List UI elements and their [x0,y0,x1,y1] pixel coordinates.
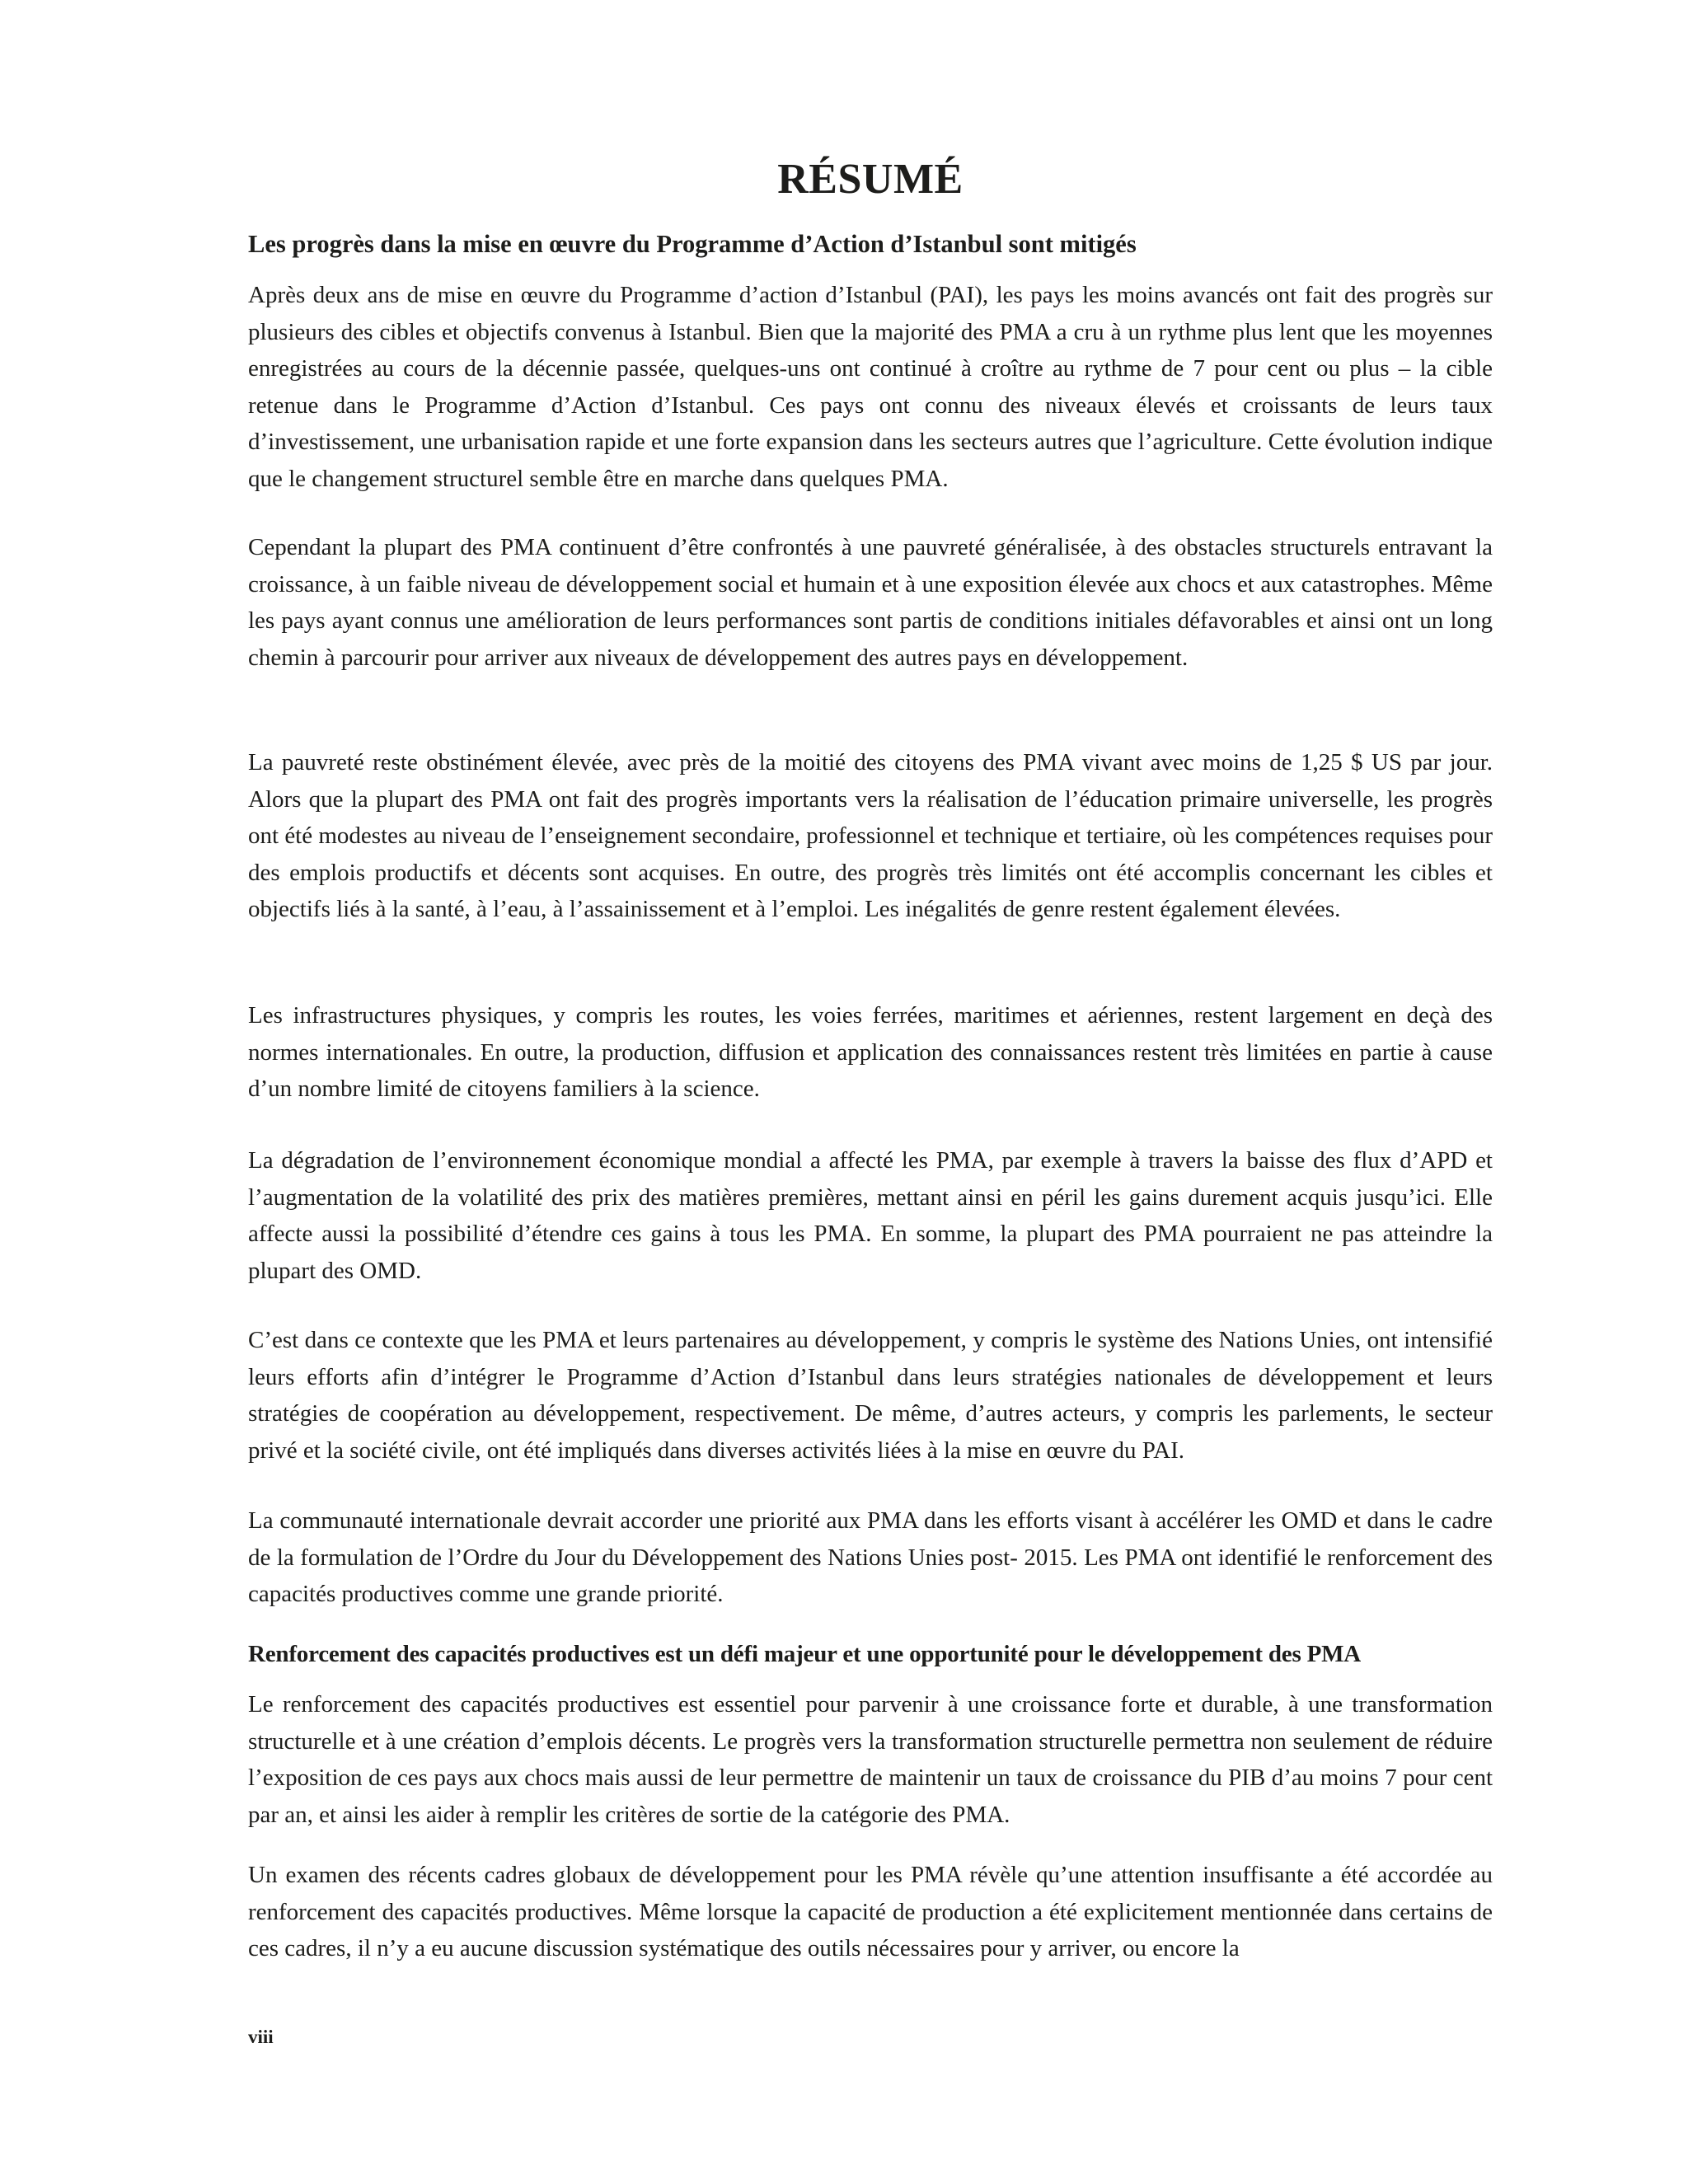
paragraph: Après deux ans de mise en œuvre du Programme d’action d’Istanbul (PAI), les pays les moins avancés ont fait des progrès sur plusieurs des cibles et objectifs convenus à Istanbul. Bien que la majorité des PMA a cru à un rythme plus lent que les moyennes enregistrées au cours de la décennie passée, quelques-uns ont continué à croître au rythme de 7 pour cent ou plus – la cible retenue dans le Programme d’Action d’Istanbul. Ces pays ont connu des niveaux élevés et croissants de leurs taux d’investissement, une urbanisation rapide et une forte expansion dans les secteurs autres que l’agriculture. Cette évolution indique que le changement structurel semble être en marche dans quelques PMA. [248,282,1493,492]
paragraph: C’est dans ce contexte que les PMA et leurs partenaires au développement, y compris le système des Nations Unies, ont intensifié leurs efforts afin d’intégrer le Programme d’Action d’Istanbul dans leurs stratégies nationales de développement et leurs stratégies de coopération au développement, respectivement. De même, d’autres acteurs, y compris les parlements, le secteur privé et la société civile, ont été impliqués dans diverses activités liées à la mise en œuvre du PAI. [248,1327,1493,1464]
paragraph: Le renforcement des capacités productives est essentiel pour parvenir à une croissance forte et durable, à une transformation structurelle et à une création d’emplois décents. Le progrès vers la transformation structurelle permettra non seulement de réduire l’exposition de ces pays aux chocs mais aussi de leur permettre de maintenir un taux de croissance du PIB d’au moins 7 pour cent par an, et ainsi les aider à remplir les critères de sortie de la catégorie des PMA. [248,1691,1493,1828]
document-page [248,0,1493,2184]
paragraph: La communauté internationale devrait accorder une priorité aux PMA dans les efforts visant à accélérer les OMD et dans le cadre de la formulation de l’Ordre du Jour du Développement des Nations Unies post- 2015. Les PMA ont identifié le renforcement des capacités productives comme une grande priorité. [248,1507,1493,1608]
paragraph: La dégradation de l’environnement économique mondial a affecté les PMA, par exemple à travers la baisse des flux d’APD et l’augmentation de la volatilité des prix des matières premières, mettant ainsi en péril les gains durement acquis jusqu’ici. Elle affecte aussi la possibilité d’étendre ces gains à tous les PMA. En somme, la plupart des PMA pourraient ne pas atteindre la plupart des OMD. [248,1147,1493,1284]
paragraph: Cependant la plupart des PMA continuent d’être confrontés à une pauvreté généralisée, à des obstacles structurels entravant la croissance, à un faible niveau de développement social et humain et à une exposition élevée aux chocs et aux catastrophes. Même les pays ayant connus une amélioration de leurs performances sont partis de conditions initiales défavorables et ainsi ont un long chemin à parcourir pour arriver aux niveaux de développement des autres pays en développement. [248,534,1493,671]
paragraph: La pauvreté reste obstinément élevée, avec près de la moitié des citoyens des PMA vivant avec moins de 1,25 $ US par jour. Alors que la plupart des PMA ont fait des progrès importants vers la réalisation de l’éducation primaire universelle, les progrès ont été modestes au niveau de l’enseignement secondaire, professionnel et technique et tertiaire, où les compétences requises pour des emplois productifs et décents sont acquises. En outre, des progrès très limités ont été accomplis concernant les cibles et objectifs liés à la santé, à l’eau, à l’assainissement et à l’emploi. Les inégalités de genre restent également élevées. [248,749,1493,923]
section-heading-progress: Les progrès dans la mise en œuvre du Programme d’Action d’Istanbul sont mitigés [248,230,1137,258]
section-heading-productive-capacities: Renforcement des capacités productives est un défi majeur et une opportunité pour le développement des PMA [248,1641,1362,1667]
page-number: viii [248,2027,274,2047]
paragraph: Un examen des récents cadres globaux de développement pour les PMA révèle qu’une attention insuffisante a été accordée au renforcement des capacités productives. Même lorsque la capacité de production a été explicitement mentionnée dans certains de ces cadres, il n’y a eu aucune discussion systématique des outils nécessaires pour y arriver, ou encore la [248,1862,1493,1962]
page-title: RÉSUMÉ [777,156,964,203]
paragraph: Les infrastructures physiques, y compris les routes, les voies ferrées, maritimes et aériennes, restent largement en deçà des normes internationales. En outre, la production, diffusion et application des connaissances restent très limitées en partie à cause d’un nombre limité de citoyens familiers à la science. [248,1002,1493,1103]
